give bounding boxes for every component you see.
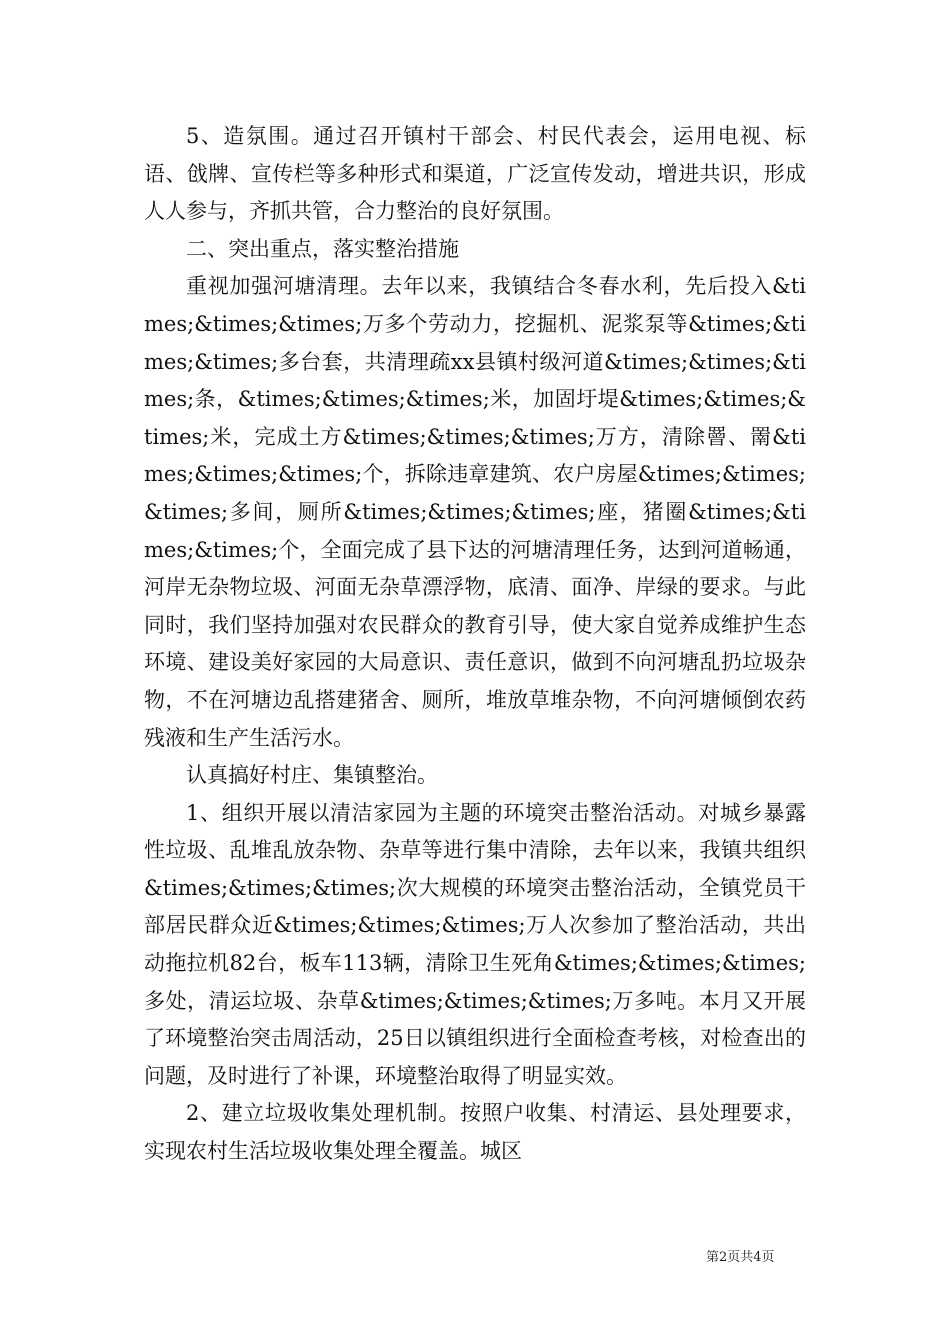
paragraph-river-cleanup: 重视加强河塘清理。去年以来，我镇结合冬春水利，先后投入&times;&times;&times;万多个劳动力，挖掘机、泥浆泵等&times;&times;&times;多台套，共清理疏xx县镇村级河道&times;&times;&times;条，&times;&times;&times;米，加固圩堤&times;&times;&times;米，完成土方&times;&times;&times;万方，清除罾、罱&times;&times;&times;个，拆除违章建筑、农户房屋&times;&times;&times;多间，厕所&times;&times;&times;座，猪圈&times;&times;&times;个，全面完成了县下达的河塘清理任务，达到河道畅通，河岸无杂物垃圾、河面无杂草漂浮物，底清、面净、岸绿的要求。与此同时，我们坚持加强对农民群众的教育引导，使大家自觉养成维护生态环境、建设美好家园的大局意识、责任意识，做到不向河塘乱扔垃圾杂物，不在河塘边乱搭建猪舍、厕所，堆放草堆杂物，不向河塘倾倒农药残液和生产生活污水。 <box>144 274 806 750</box>
paragraph-village-heading: 认真搞好村庄、集镇整治。 <box>186 763 438 788</box>
page-footer: 第2页共4页 <box>706 1250 775 1265</box>
paragraph-garbage-mechanism: 2、建立垃圾收集处理机制。按照户收集、村清运、县处理要求，实现农村生活垃圾收集处理全覆盖。城区 <box>144 1101 806 1164</box>
section-heading-measures: 二、突出重点，落实整治措施 <box>186 236 459 261</box>
document-body <box>144 118 806 1171</box>
paragraph-environment-campaign: 1、组织开展以清洁家园为主题的环境突击整治活动。对城乡暴露性垃圾、乱堆乱放杂物、杂草等进行集中清除，去年以来，我镇共组织&times;&times;&times;次大规模的环境突击整治活动，全镇党员干部居民群众近&times;&times;&times;万人次参加了整治活动，共出动拖拉机82台，板车113辆，清除卫生死角&times;&times;&times;多处，清运垃圾、杂草&times;&times;&times;万多吨。本月又开展了环境整治突击周活动，25日以镇组织进行全面检查考核，对检查出的问题，及时进行了补课，环境整治取得了明显实效。 <box>144 800 806 1088</box>
paragraph-atmosphere: 5、造氛围。通过召开镇村干部会、村民代表会，运用电视、标语、戗牌、宣传栏等多种形式和渠道，广泛宣传发动，增进共识，形成人人参与，齐抓共管，合力整治的良好氛围。 <box>144 124 806 224</box>
